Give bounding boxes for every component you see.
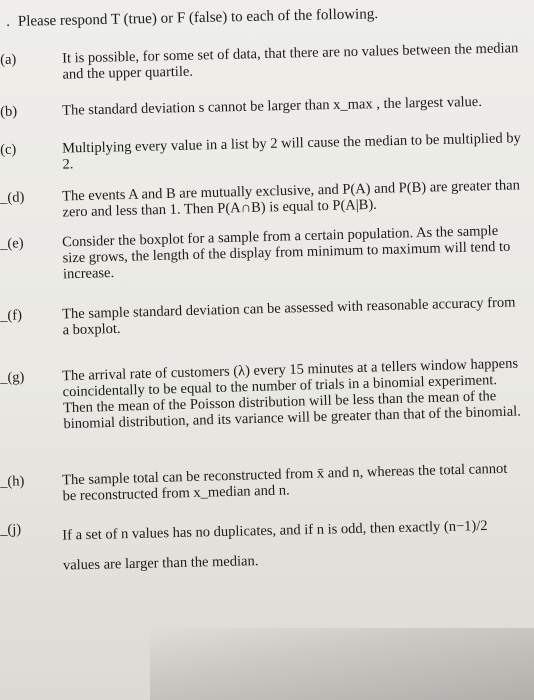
question-text: If a set of n values has no duplicates, and if n is odd, then exactly (n−1)/2 values are larger than the median. <box>62 517 488 574</box>
question-label: _(h) <box>0 473 25 490</box>
question-label: _(d) <box>0 189 25 206</box>
question-label: _(e) <box>0 235 24 252</box>
question-text: It is possible, for some set of data, that there are no values between the median and the upper quartile. <box>61 40 519 83</box>
question-text: The arrival rate of customers (λ) every 15 minutes at a tellers window happens coincidentally to be equal to the number of trials in a binomial experiment. Then the mean of the Poisson distribution will be less than the mean of the binomial distribution, and its variance will be greater than that of the binomial. <box>61 355 522 433</box>
question-label: (b) <box>0 103 18 120</box>
question-text: Multiplying every value in a list by 2 will cause the median to be multiplied by 2. <box>61 130 521 173</box>
question-j <box>0 510 534 582</box>
question-label: _(f) <box>0 307 23 324</box>
question-text: The sample standard deviation can be assessed with reasonable accuracy from a boxplot. <box>61 294 516 339</box>
question-label: _(g) <box>0 369 25 386</box>
instructions-text: Please respond T (true) or F (false) to each of the following. <box>17 6 379 30</box>
question-g <box>0 355 534 433</box>
question-label: (a) <box>0 51 17 68</box>
question-text: The events A and B are mutually exclusive, and P(A) and P(B) are greater than zero and less than 1. Then P(A∩B) is equal to P(A|B). <box>61 177 521 221</box>
question-label: _(j) <box>0 521 22 538</box>
question-e <box>0 222 534 296</box>
instructions-bullet: . <box>6 13 11 30</box>
question-text: Consider the boxplot for a sample from a certain population. As the sample size grows, the length of the display from minimum to maximum will tend to increase. <box>61 222 511 283</box>
page-shadow <box>150 628 534 700</box>
question-label: (c) <box>0 141 17 158</box>
question-text: The sample total can be reconstructed from x̄ and n, whereas the total cannot be reconstructed from x_median and n. <box>61 460 508 505</box>
question-text: The standard deviation s cannot be larger than x_max , the largest value. <box>61 93 483 119</box>
instructions <box>6 3 516 31</box>
